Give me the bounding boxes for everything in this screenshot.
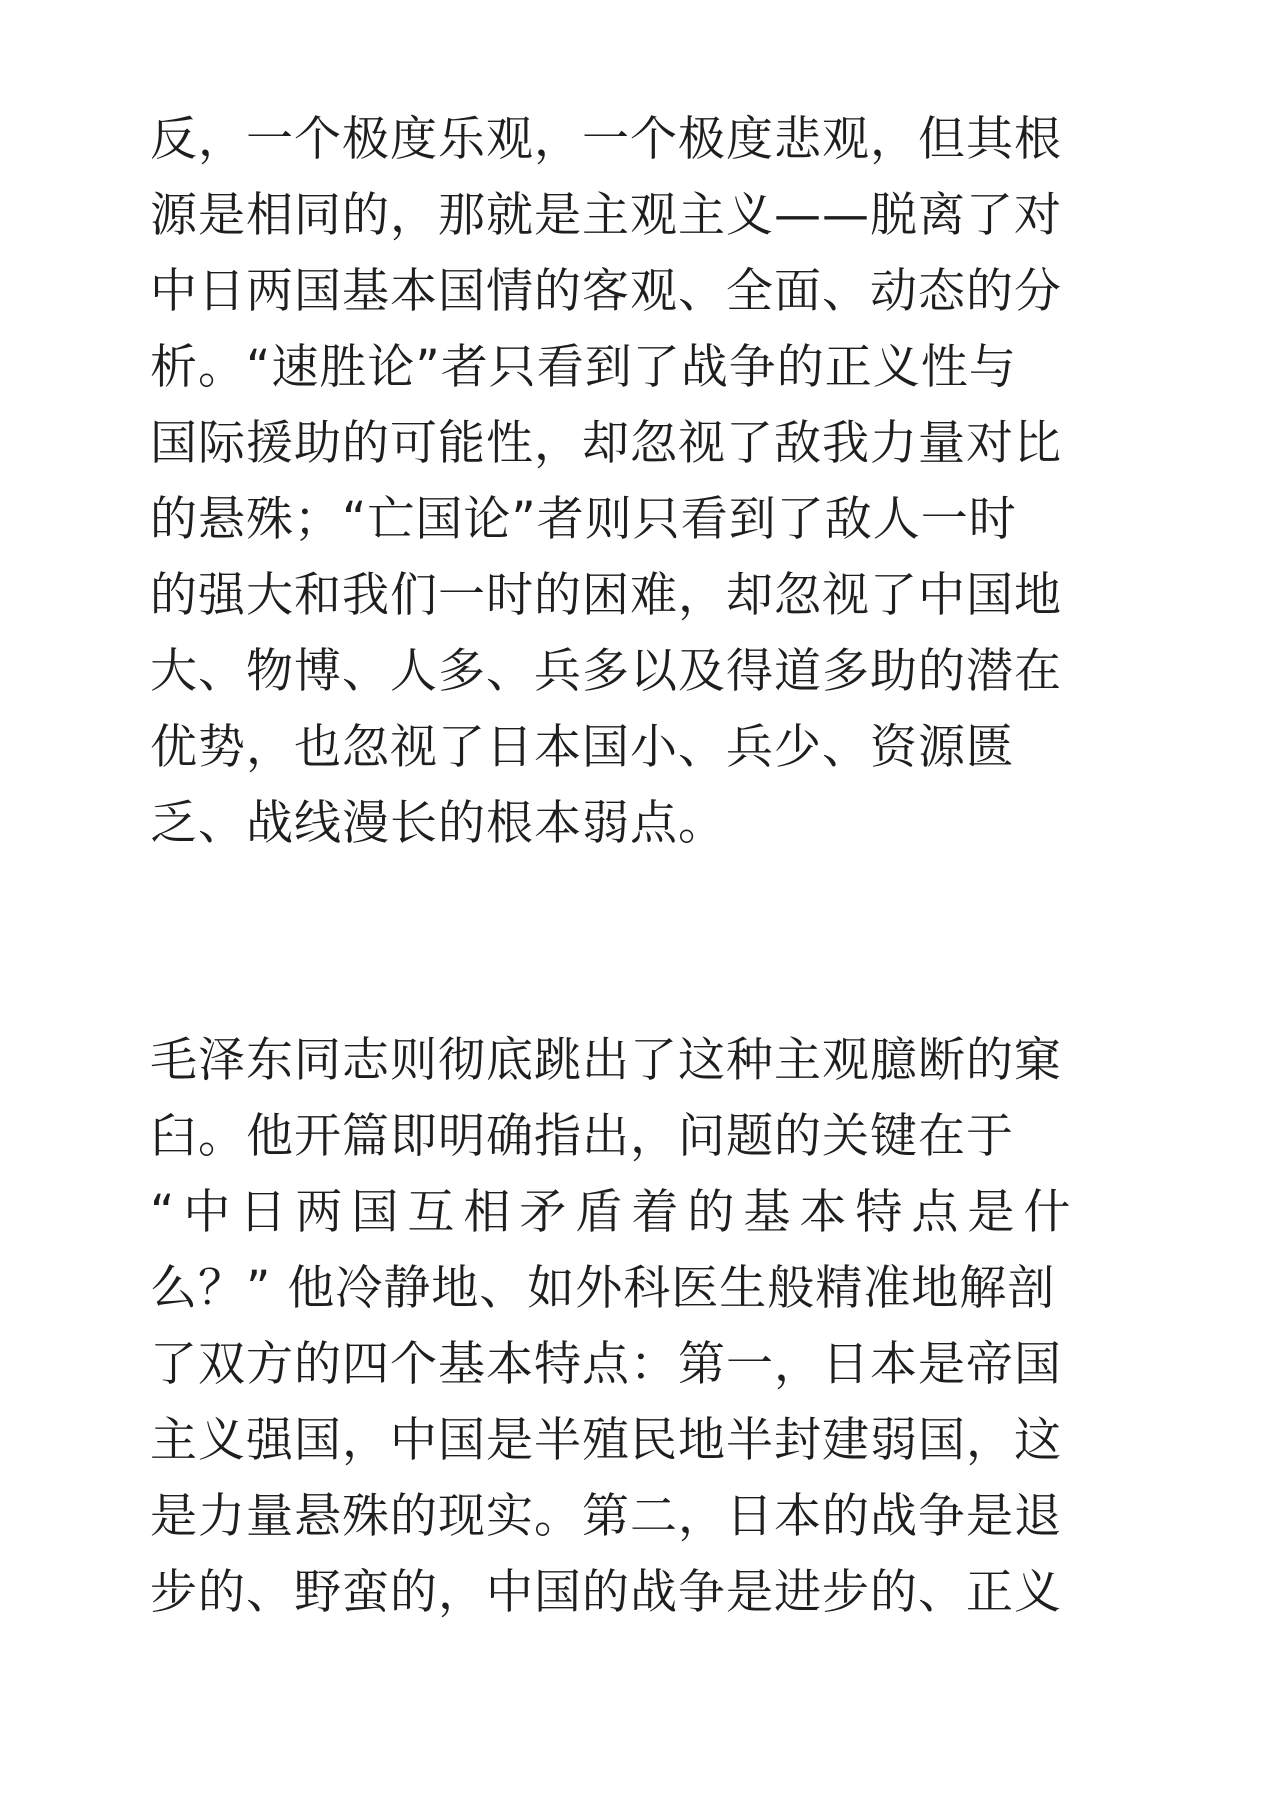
text-line: 析。“速胜论”者只看到了战争的正义性与 bbox=[150, 340, 1017, 395]
text-line: 的悬殊；“亡国论”者则只看到了敌人一时 bbox=[150, 492, 1017, 547]
text-line: 反，一个极度乐观，一个极度悲观，但其根 bbox=[150, 112, 1062, 167]
text-line: 乏、战线漫长的根本弱点。 bbox=[150, 796, 726, 851]
text-line: 么？” 他冷静地、如外科医生般精准地解剖 bbox=[150, 1261, 1056, 1316]
text-line: 了双方的四个基本特点：第一，日本是帝国 bbox=[150, 1337, 1062, 1392]
text-line: 优势，也忽视了日本国小、兵少、资源匮 bbox=[150, 720, 1014, 775]
text-line: 臼。他开篇即明确指出，问题的关键在于 bbox=[150, 1109, 1014, 1164]
text-line: 的强大和我们一时的困难，却忽视了中国地 bbox=[150, 568, 1062, 623]
text-line: “中日两国互相矛盾着的基本特点是什 bbox=[150, 1185, 1080, 1240]
text-line: 国际援助的可能性，却忽视了敌我力量对比 bbox=[150, 416, 1062, 471]
text-line: 毛泽东同志则彻底跳出了这种主观臆断的窠 bbox=[150, 1033, 1062, 1088]
paragraph-2 bbox=[150, 1023, 1130, 1631]
text-line: 大、物博、人多、兵多以及得道多助的潜在 bbox=[150, 644, 1062, 699]
paragraph-1 bbox=[150, 102, 1130, 862]
text-line: 是力量悬殊的现实。第二，日本的战争是退 bbox=[150, 1489, 1062, 1544]
text-line: 主义强国，中国是半殖民地半封建弱国，这 bbox=[150, 1413, 1062, 1468]
text-line: 源是相同的，那就是主观主义——脱离了对 bbox=[150, 188, 1062, 243]
text-line: 中日两国基本国情的客观、全面、动态的分 bbox=[150, 264, 1062, 319]
text-line: 步的、野蛮的，中国的战争是进步的、正义 bbox=[150, 1565, 1062, 1620]
